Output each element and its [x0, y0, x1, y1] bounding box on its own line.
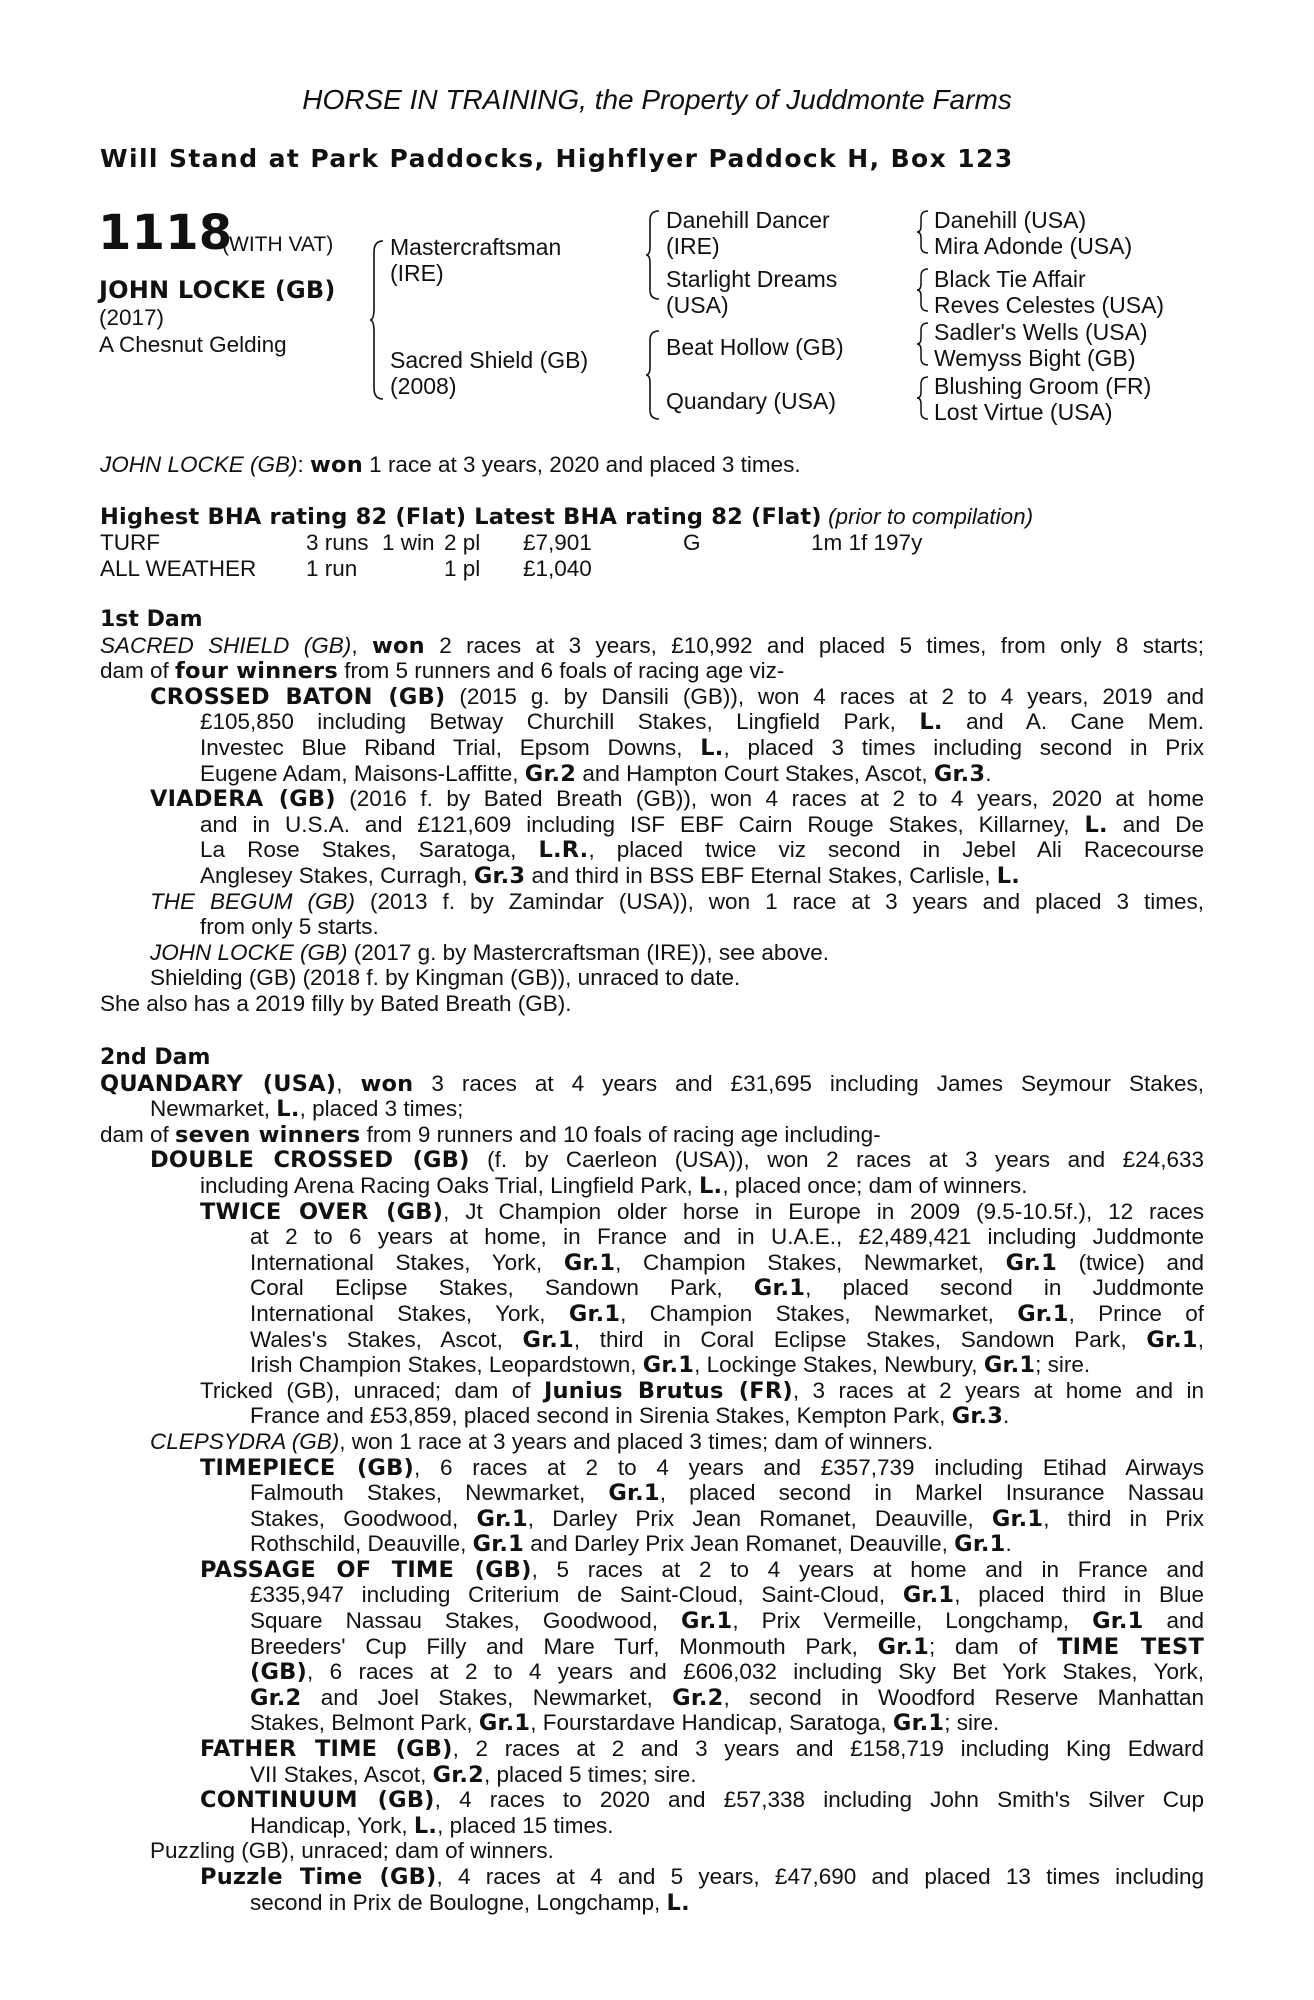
produce-entry-line: from only 5 starts. — [200, 914, 379, 940]
bha-rating: Highest BHA rating 82 (Flat) Latest BHA rating 82 (Flat) (prior to compilation) — [100, 504, 1034, 530]
produce-entry-line: second in Prix de Boulogne, Longchamp, L. — [250, 1889, 690, 1916]
race-record-row: TURF 3 runs 1 win 2 pl £7,901 G 1m 1f 197y — [100, 530, 923, 555]
sire-sire-origin: (IRE) — [666, 233, 720, 259]
produce-entry-line: Rothschild, Deauville, Gr.1 and Darley Prix Jean Romanet, Deauville, Gr.1. — [250, 1531, 1012, 1558]
produce-entry: PASSAGE OF TIME (GB), 5 races at 2 to 4 years at home and in France and — [200, 1556, 1205, 1583]
ancestor-3: Black Tie Affair — [934, 266, 1086, 292]
produce-entry-line: including Arena Racing Oaks Trial, Lingfield Park, L., placed once; dam of winners. — [200, 1172, 1028, 1199]
pedigree-brace-g2 — [917, 268, 929, 312]
produce-entry-line: Falmouth Stakes, Newmarket, Gr.1, placed second in Markel Insurance Nassau — [250, 1480, 1204, 1507]
lot-number: 1118 — [98, 205, 233, 261]
produce-entry-line: France and £53,859, placed second in Sirenia Stakes, Kempton Park, Gr.3. — [250, 1403, 1010, 1430]
dam-dam: Quandary (USA) — [666, 388, 837, 414]
dam-record: QUANDARY (USA), won 3 races at 4 years and £31,695 including James Seymour Stakes, — [100, 1070, 1204, 1097]
section-heading: 1st Dam — [100, 607, 203, 632]
ancestor-5: Sadler's Wells (USA) — [934, 319, 1148, 345]
dam-sire: Beat Hollow (GB) — [666, 334, 844, 360]
produce-entry-line: Eugene Adam, Maisons-Laffitte, Gr.2 and Hampton Court Stakes, Ascot, Gr.3. — [200, 760, 992, 787]
produce-entry-line: Stakes, Goodwood, Gr.1, Darley Prix Jean Romanet, Deauville, Gr.1, third in Prix — [250, 1505, 1204, 1532]
ancestor-1: Danehill (USA) — [934, 207, 1087, 233]
first-dam-section — [100, 607, 1204, 1017]
dam-produce-summary: dam of seven winners from 9 runners and 10 foals of racing age including- — [100, 1121, 881, 1148]
produce-entry: THE BEGUM (GB) (2013 f. by Zamindar (USA)), won 1 race at 3 years and placed 3 times, — [150, 888, 1204, 914]
produce-entry-line: £105,850 including Betway Churchill Stakes, Lingfield Park, L. and A. Cane Mem. — [200, 709, 1204, 736]
produce-entry: Puzzle Time (GB), 4 races at 4 and 5 years, £47,690 and placed 13 times including — [200, 1864, 1204, 1890]
ancestor-4: Reves Celestes (USA) — [934, 292, 1165, 318]
produce-entry-line: Irish Champion Stakes, Leopardstown, Gr.1, Lockinge Stakes, Newbury, Gr.1; sire. — [250, 1352, 1091, 1379]
produce-entry-line: Square Nassau Stakes, Goodwood, Gr.1, Prix Vermeille, Longchamp, Gr.1 and — [250, 1608, 1204, 1635]
produce-entry: JOHN LOCKE (GB) (2017 g. by Mastercraftsman (IRE)), see above. — [150, 939, 829, 965]
produce-entry-line: £335,947 including Criterium de Saint-Cloud, Saint-Cloud, Gr.1, placed third in Blue — [250, 1582, 1204, 1609]
produce-entry-line: Coral Eclipse Stakes, Sandown Park, Gr.1, placed second in Juddmonte — [250, 1275, 1204, 1302]
produce-entry-line: and in U.S.A. and £121,609 including ISF EBF Cairn Rouge Stakes, Killarney, L. and De — [200, 811, 1204, 838]
produce-entry-line: International Stakes, York, Gr.1, Champion Stakes, Newmarket, Gr.1 (twice) and — [250, 1249, 1204, 1276]
pedigree-brace-sire — [646, 210, 658, 300]
dam-year: (2008) — [390, 373, 457, 399]
ancestor-6: Wemyss Bight (GB) — [934, 345, 1136, 371]
horse-description: A Chesnut Gelding — [99, 332, 287, 357]
vat-note: (WITH VAT) — [222, 233, 334, 256]
produce-entry: DOUBLE CROSSED (GB) (f. by Caerleon (USA)), won 2 races at 3 years and £24,633 — [150, 1147, 1204, 1174]
pedigree-brace-main — [370, 240, 382, 400]
dam-produce-summary: dam of four winners from 5 runners and 6 foals of racing age viz- — [100, 658, 785, 685]
horse-name: JOHN LOCKE (GB) — [99, 276, 336, 304]
produce-entry: CONTINUUM (GB), 4 races to 2020 and £57,338 including John Smith's Silver Cup — [200, 1787, 1204, 1814]
page-title: HORSE IN TRAINING, the Property of Juddmonte Farms — [302, 84, 1012, 115]
ancestor-8: Lost Virtue (USA) — [934, 399, 1113, 425]
produce-entry-line: at 2 to 6 years at home, in France and in U.A.E., £2,489,421 including Juddmonte — [250, 1224, 1204, 1250]
produce-entry-line: International Stakes, York, Gr.1, Champion Stakes, Newmarket, Gr.1, Prince of — [250, 1300, 1204, 1327]
produce-entry-line: VII Stakes, Ascot, Gr.2, placed 5 times; sire. — [250, 1761, 697, 1788]
pedigree-brace-dam — [646, 330, 658, 420]
sire-sire: Danehill Dancer — [666, 207, 830, 233]
produce-entry-line: Breeders' Cup Filly and Mare Turf, Monmouth Park, Gr.1; dam of TIME TEST — [250, 1633, 1204, 1660]
produce-entry: CROSSED BATON (GB) (2015 g. by Dansili (GB)), won 4 races at 2 to 4 years, 2019 and — [150, 683, 1204, 710]
pedigree-brace-g4 — [917, 376, 929, 420]
race-summary: JOHN LOCKE (GB): won 1 race at 3 years, 2020 and placed 3 times. — [100, 452, 801, 478]
produce-entry: CLEPSYDRA (GB), won 1 race at 3 years and placed 3 times; dam of winners. — [150, 1428, 934, 1454]
race-record-row: ALL WEATHER 1 run 1 pl £1,040 — [100, 555, 592, 581]
produce-entry: Puzzling (GB), unraced; dam of winners. — [150, 1838, 554, 1864]
produce-entry-line: La Rose Stakes, Saratoga, L.R., placed twice viz second in Jebel Ali Racecourse — [200, 837, 1204, 864]
produce-entry: TIMEPIECE (GB), 6 races at 2 to 4 years and £357,739 including Etihad Airways — [200, 1454, 1205, 1481]
dam-record-line: Newmarket, L., placed 3 times; — [150, 1096, 464, 1123]
ancestor-7: Blushing Groom (FR) — [934, 373, 1152, 399]
sire-dam: Starlight Dreams — [666, 266, 838, 292]
ancestor-2: Mira Adonde (USA) — [934, 233, 1133, 259]
produce-entry-line: Gr.2 and Joel Stakes, Newmarket, Gr.2, second in Woodford Reserve Manhattan — [250, 1684, 1204, 1711]
dam: Sacred Shield (GB) — [390, 347, 589, 373]
produce-entry-line: (GB), 6 races at 2 to 4 years and £606,032 including Sky Bet York Stakes, York, — [250, 1659, 1204, 1686]
sire-dam-origin: (USA) — [666, 292, 729, 318]
produce-entry: Tricked (GB), unraced; dam of Junius Brutus (FR), 3 races at 2 years at home and in — [200, 1377, 1204, 1404]
stand-location: Will Stand at Park Paddocks, Highflyer Paddock H, Box 123 — [100, 144, 1014, 173]
produce-entry: VIADERA (GB) (2016 f. by Bated Breath (GB)), won 4 races at 2 to 4 years, 2020 at home — [150, 786, 1204, 813]
produce-entry-line: Anglesey Stakes, Curragh, Gr.3 and third in BSS EBF Eternal Stakes, Carlisle, L. — [200, 862, 1021, 889]
produce-entry: FATHER TIME (GB), 2 races at 2 and 3 years and £158,719 including King Edward — [200, 1736, 1204, 1763]
produce-entry-line: Investec Blue Riband Trial, Epsom Downs, L., placed 3 times including second in Prix — [200, 734, 1204, 761]
race-record-table — [100, 530, 922, 581]
section-heading: 2nd Dam — [100, 1045, 211, 1070]
pedigree-brace-g3 — [917, 322, 929, 366]
foaling-year: (2017) — [99, 305, 165, 330]
produce-note: She also has a 2019 filly by Bated Breath (GB). — [100, 990, 572, 1016]
produce-entry: Shielding (GB) (2018 f. by Kingman (GB)), unraced to date. — [150, 965, 741, 991]
pedigree-brace-g1 — [917, 210, 929, 254]
sire: Mastercraftsman — [390, 234, 562, 260]
sire-origin: (IRE) — [390, 260, 444, 286]
produce-entry-line: Handicap, York, L., placed 15 times. — [250, 1812, 614, 1839]
produce-entry-line: Stakes, Belmont Park, Gr.1, Fourstardave Handicap, Saratoga, Gr.1; sire. — [250, 1710, 1000, 1737]
dam-record: SACRED SHIELD (GB), won 2 races at 3 years, £10,992 and placed 5 times, from only 8 starts; — [100, 632, 1204, 659]
produce-entry: TWICE OVER (GB), Jt Champion older horse in Europe in 2009 (9.5-10.5f.), 12 races — [200, 1198, 1204, 1225]
second-dam-section — [100, 1045, 1204, 1915]
produce-entry-line: Wales's Stakes, Ascot, Gr.1, third in Coral Eclipse Stakes, Sandown Park, Gr.1, — [250, 1326, 1205, 1353]
